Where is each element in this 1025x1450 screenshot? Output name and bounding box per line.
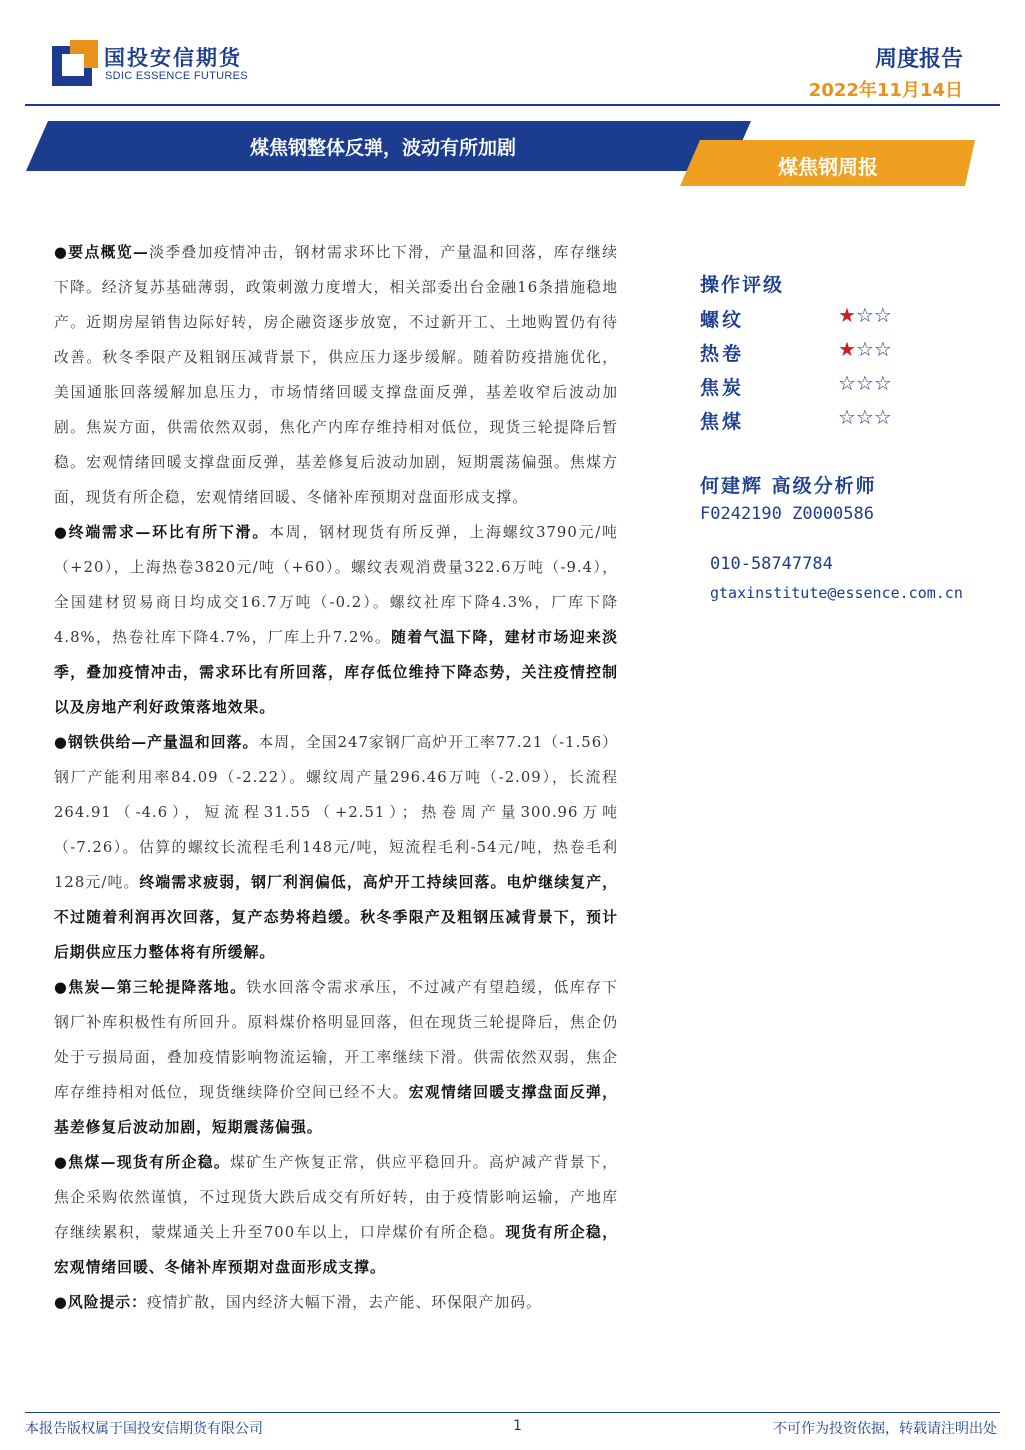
paragraph-risk [54, 1285, 618, 1320]
analyst-email: gtaxinstitute@essence.com.cn [710, 584, 963, 602]
sidebar [700, 270, 1020, 602]
empty-star-icon: ☆☆☆ [838, 405, 892, 429]
analyst-license-ids: F0242190 Z0000586 [700, 504, 874, 524]
company-logo [52, 40, 248, 88]
rating-name: 焦煤 [700, 411, 745, 433]
paragraph-text: 淡季叠加疫情冲击，钢材需求环比下滑，产量温和回落，库存继续下降。经济复苏基础薄弱，政策刺激力度增大，相关部委出台金融16条措施稳地产。近期房屋销售边际好转，房企融资逐步放宽，不过新开工、土地购置仍有待改善。秋冬季限产及粗钢压减背景下，供应压力逐步缓解。随着防疫措施优化，美国通胀回落缓解加息压力，市场情绪回暖支撑盘面反弹，基差收窄后波动加剧。焦炭方面，供需依然双弱，焦化产内库存维持相对低位，现货三轮提降后暂稳。宏观情绪回暖支撑盘面反弹，基差修复后波动加剧，短期震荡偏强。焦煤方面，现货有所企稳，宏观情绪回暖、冬储补库预期对盘面形成支撑。 [54, 244, 618, 506]
paragraph-text: 本周，全国247家钢厂高炉开工率77.21（-1.56）钢厂产能利用率84.09（-2.22）。螺纹周产量296.46万吨（-2.09），长流程264.91（-4.6），短流程31.55（+2.51）；热卷周产量300.96万吨（-7.26）。估算的螺纹长流程毛利148元/吨，短流程毛利-54元/吨，热卷毛利128元/吨。 [54, 734, 618, 891]
paragraph-text: 铁水回落令需求承压，不过减产有望趋缓，低库存下钢厂补库积极性有所回升。原料煤价格明显回落，但在现货三轮提降后，焦企仍处于亏损局面，叠加疫情影响物流运输，开工率继续下滑。供需依然双弱，焦企库存维持相对低位，现货继续降价空间已经不大。 [54, 979, 618, 1101]
paragraph-text: 煤矿生产恢复正常，供应平稳回升。高炉减产背景下，焦企采购依然谨慎，不过现货大跌后成交有所好转，由于疫情影响运输，产地库存继续累积，蒙煤通关上升至700车以上，口岸煤价有所企稳。 [54, 1154, 618, 1241]
empty-star-icon: ☆☆☆ [838, 371, 892, 395]
report-type: 周度报告 [874, 47, 963, 72]
paragraph-lead: ●焦煤—现货有所企稳。 [54, 1154, 231, 1171]
star-rating-icon [838, 337, 892, 361]
paragraph-lead: ●焦炭—第三轮提降落地。 [54, 979, 247, 996]
footer-copyright: 本报告版权属于国投安信期货有限公司 [25, 1421, 263, 1437]
header-divider [25, 104, 1000, 106]
main-content [54, 235, 618, 1320]
rating-row-coking-coal [700, 407, 1020, 441]
paragraph-bold-tail: 现货有所企稳，宏观情绪回暖、冬储补库预期对盘面形成支撑。 [54, 1224, 618, 1276]
rating-name: 焦炭 [700, 377, 745, 399]
rating-title: 操作评级 [700, 274, 785, 296]
paragraph-bold-tail: 终端需求疲弱，钢厂利润偏低，高炉开工持续回落。电炉继续复产，不过随着利润再次回落，复产态势将趋缓。秋冬季限产及粗钢压减背景下，预计后期供应压力整体将有所缓解。 [54, 874, 618, 961]
paragraph-lead: ●钢铁供给—产量温和回落。 [54, 734, 259, 751]
empty-star-icon: ☆☆ [855, 337, 892, 361]
paragraph-bold-tail: 随着气温下降，建材市场迎来淡季，叠加疫情冲击，需求环比有所回落，库存低位维持下降态势，关注疫情控制以及房地产利好政策落地效果。 [54, 629, 618, 716]
star-rating-icon [838, 371, 892, 395]
paragraph-coking-coal [54, 1145, 618, 1285]
footer-disclaimer: 不可作为投资依据，转载请注明出处 [773, 1421, 997, 1437]
analyst-phone: 010-58747784 [710, 554, 833, 574]
paragraph-overview [54, 235, 618, 515]
paragraph-lead: ●终端需求—环比有所下滑。 [54, 524, 270, 541]
rating-row-coke [700, 373, 1020, 407]
page-number: 1 [513, 1418, 522, 1434]
logo-english-name: SDIC ESSENCE FUTURES [105, 70, 248, 82]
rating-row-rebar [700, 305, 1020, 339]
paragraph-lead: ●风险提示： [54, 1294, 147, 1311]
paragraph-bold-tail: 宏观情绪回暖支撑盘面反弹，基差修复后波动加剧，短期震荡偏强。 [54, 1084, 618, 1136]
paragraph-supply [54, 725, 618, 970]
empty-star-icon: ☆☆ [855, 303, 892, 327]
paragraph-coke [54, 970, 618, 1145]
rating-name: 螺纹 [700, 309, 745, 331]
paragraph-text: 本周，钢材现货有所反弹，上海螺纹3790元/吨（+20），上海热卷3820元/吨（+60）。螺纹表观消费量322.6万吨（-9.4），全国建材贸易商日均成交16.7万吨（-0.2）。螺纹社库下降4.3%，厂库下降4.8%，热卷社库下降4.7%，厂库上升7.2%。 [54, 524, 618, 646]
paragraph-demand [54, 515, 618, 725]
rating-name: 热卷 [700, 343, 745, 365]
logo-chinese-name: 国投安信期货 [104, 46, 242, 70]
paragraph-lead: ●要点概览— [54, 244, 149, 261]
report-title: 煤焦钢整体反弹，波动有所加剧 [250, 137, 517, 159]
report-date: 2022年11月14日 [808, 80, 963, 101]
logo-mark-icon [52, 40, 98, 86]
paragraph-text: 疫情扩散，国内经济大幅下滑，去产能、环保限产加码。 [146, 1294, 542, 1311]
star-rating-icon [838, 405, 892, 429]
analyst-name: 何建辉 高级分析师 [700, 475, 877, 497]
filled-star-icon: ★ [838, 303, 856, 327]
rating-row-hot-coil [700, 339, 1020, 373]
footer-divider [25, 1412, 1000, 1413]
report-series-tag: 煤焦钢周报 [778, 155, 878, 179]
filled-star-icon: ★ [838, 337, 856, 361]
star-rating-icon [838, 303, 892, 327]
